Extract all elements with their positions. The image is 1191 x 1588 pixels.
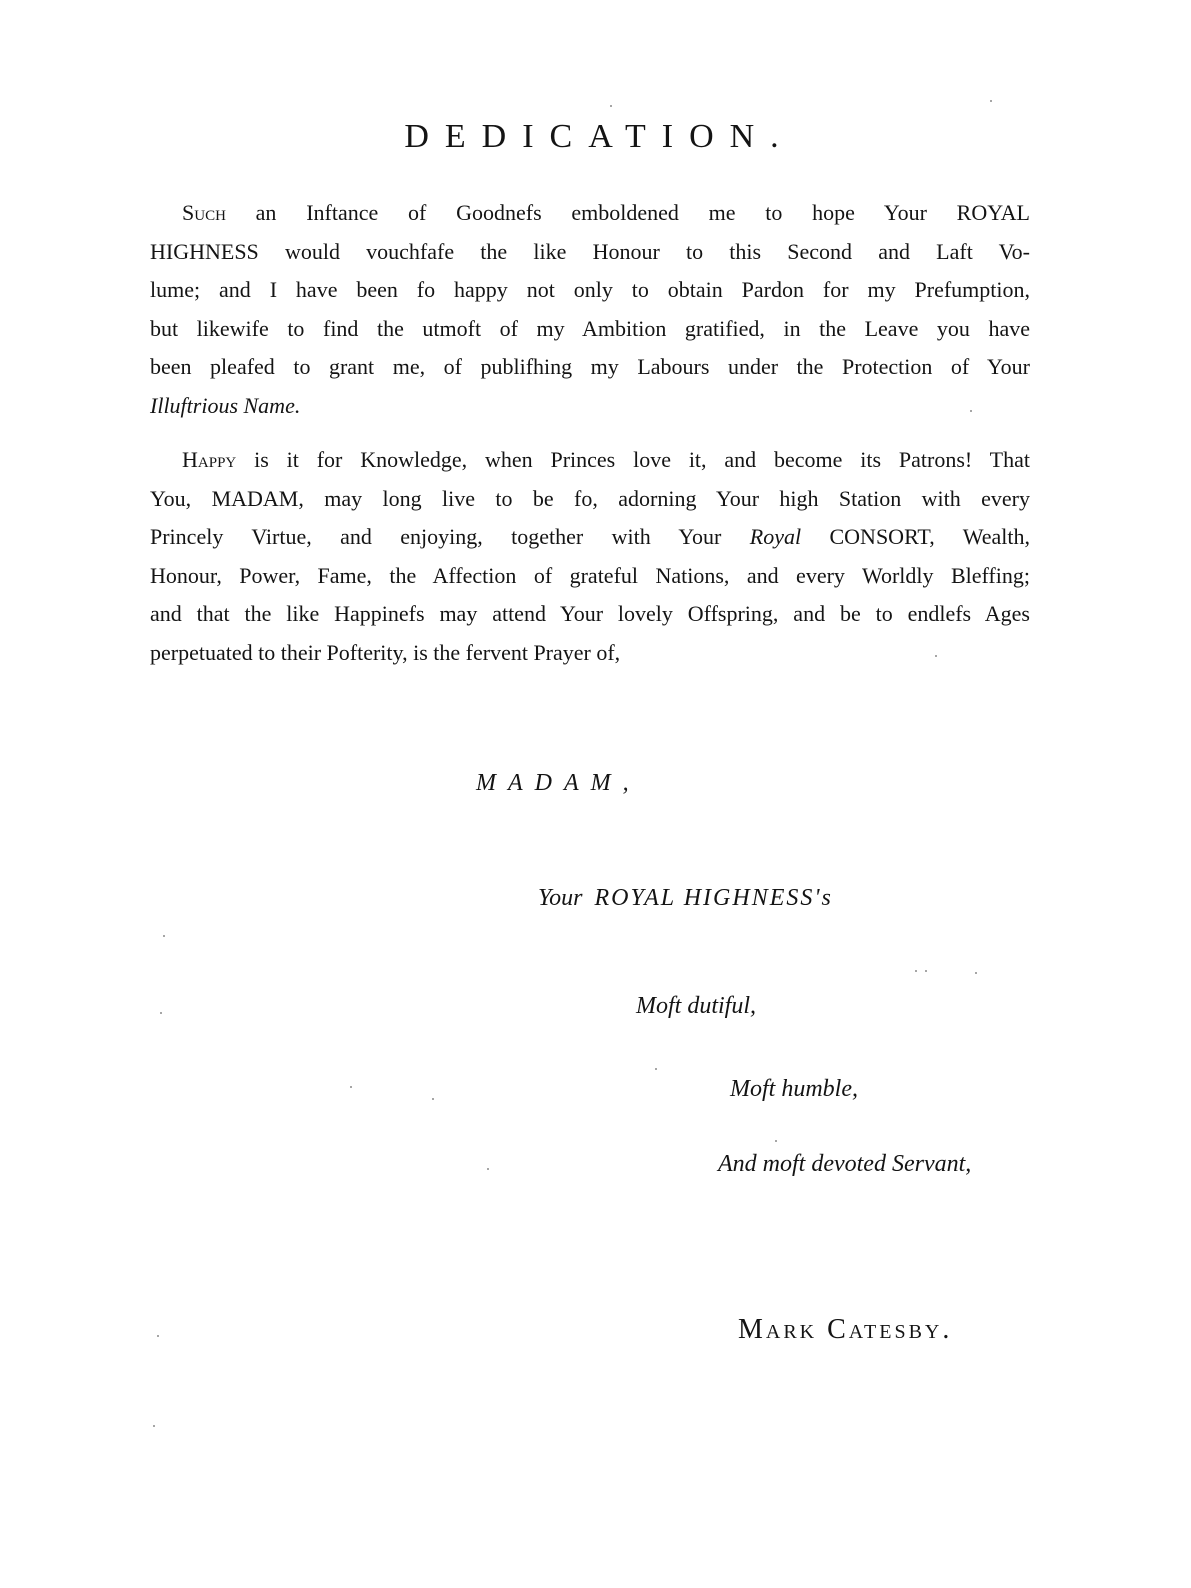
scan-speck [775, 1140, 777, 1142]
scan-speck [925, 970, 927, 972]
dedication-paragraph-2 [150, 441, 1030, 673]
page-title: DEDICATION. [404, 118, 795, 155]
royal-highness-line [538, 885, 833, 912]
closing-humble: Moft humble, [730, 1076, 858, 1102]
scan-speck [970, 410, 972, 412]
royal-title: ROYAL HIGHNESS's [594, 885, 833, 911]
paragraph-line: Illuftrious Name. [150, 392, 301, 418]
paragraph-line: been pleafed to grant me, of publifhing my Labours under the Protection of Your [150, 354, 1030, 380]
dedication-paragraph-1 [150, 194, 1030, 426]
paragraph-line: and that the like Happinefs may attend Your lovely Offspring, and be to endlefs Ages [150, 601, 1030, 627]
salutation: MADAM, [476, 770, 641, 796]
closing-servant: And moft devoted Servant, [718, 1151, 972, 1177]
paragraph-line [150, 518, 1030, 557]
paragraph-line [150, 441, 1030, 480]
scan-speck [487, 1168, 489, 1170]
scan-speck [157, 1335, 159, 1337]
scan-speck [610, 105, 612, 107]
scan-speck [432, 1098, 434, 1100]
closing-dutiful: Moft dutiful, [636, 993, 756, 1019]
line-text: Princely Virtue, and enjoying, together with Your [150, 524, 750, 550]
italic-word: Royal [749, 524, 802, 550]
scan-speck [915, 970, 917, 972]
paragraph-line: You, MADAM, may long live to be fo, adorning Your high Station with every [150, 485, 1030, 511]
scan-speck [655, 1068, 657, 1070]
scan-speck [153, 1425, 155, 1427]
paragraph-line: Honour, Power, Fame, the Affection of grateful Nations, and every Worldly Bleffing; [150, 562, 1030, 588]
paragraph-line: but likewife to find the utmoft of my Ambition gratified, in the Leave you have [150, 315, 1030, 341]
line-text: is it for Knowledge, when Princes love it, and become its Patrons! That [236, 447, 1030, 472]
paragraph-line: perpetuated to their Pofterity, is the fervent Prayer of, [150, 639, 621, 665]
lead-word: Happy [182, 447, 237, 472]
scan-speck [935, 655, 937, 657]
scan-speck [160, 1012, 162, 1014]
scan-speck [163, 935, 165, 937]
your-prefix: Your [538, 885, 583, 911]
line-text: an Inftance of Goodnefs emboldened me to hope Your ROYAL [225, 200, 1030, 225]
paragraph-line [150, 194, 1030, 233]
signature: Mark Catesby. [738, 1314, 953, 1345]
scan-speck [350, 1086, 352, 1088]
paragraph-line: lume; and I have been fo happy not only to obtain Pardon for my Prefumption, [150, 277, 1030, 303]
paragraph-line: HIGHNESS would vouchfafe the like Honour to this Second and Laft Vo- [150, 238, 1030, 264]
scan-speck [975, 972, 977, 974]
scan-speck [990, 100, 992, 102]
line-text: CONSORT, Wealth, [801, 524, 1030, 550]
lead-word: Such [182, 200, 226, 225]
